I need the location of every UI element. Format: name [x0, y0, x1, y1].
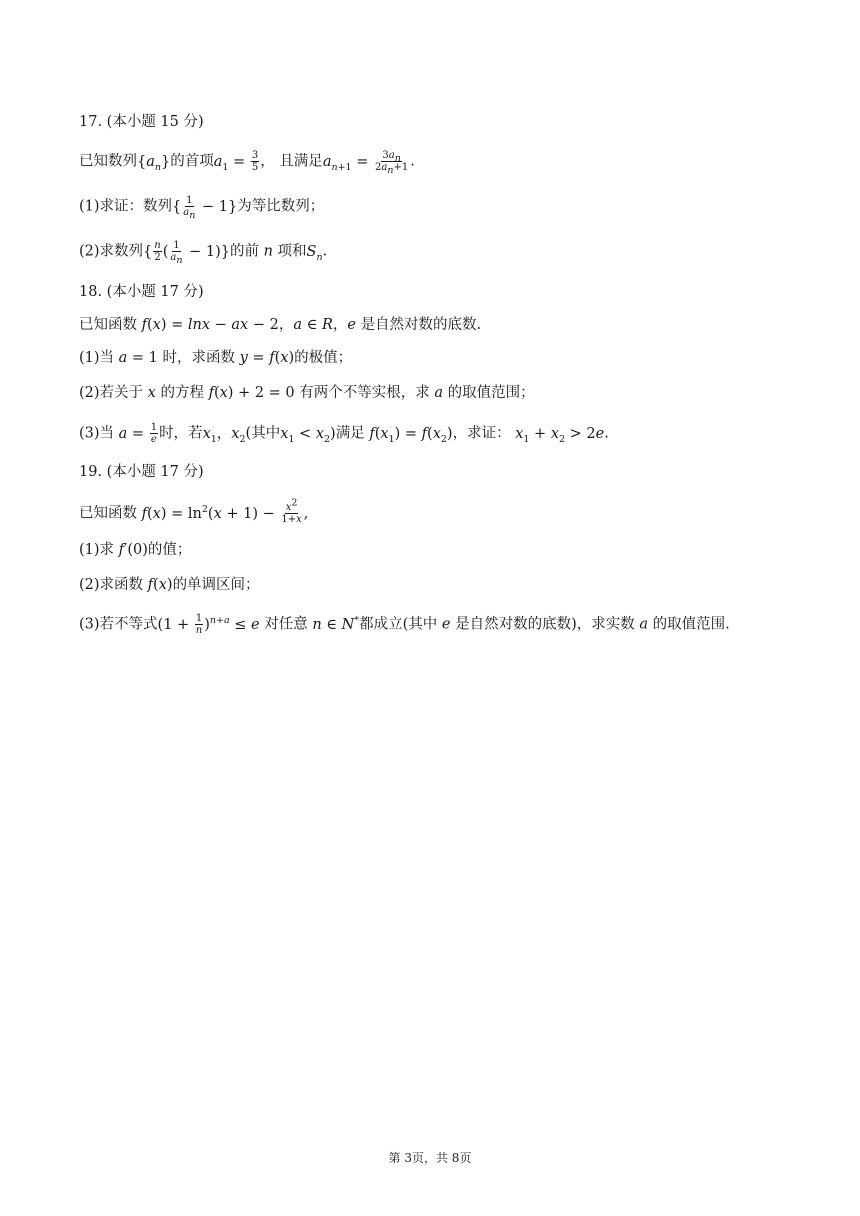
q18-part1-func: y = f(x) [239, 350, 295, 366]
q17-part2-suffix: 的前 [229, 243, 259, 260]
q19-part3-b: 对任意 [264, 616, 308, 633]
q17-sequence: $\{a_n\}$ [137, 153, 171, 173]
q18-part3-order: $x_1 < x_2$) [280, 425, 336, 445]
q17-part1-formula: { $\frac{1}{a_n}$ − 1} [172, 195, 238, 221]
q18-stem-prefix: 已知函数 [79, 317, 137, 333]
q17-first-term: $a_1$ = $\frac{3}{5}$ [213, 150, 259, 173]
page-footer: 第 3页，共 8页 [388, 1151, 472, 1165]
q17-sum: $S_n$ [306, 243, 323, 263]
q19-part2-a: (2)求函数 [79, 577, 144, 593]
q18-part3-claim: $x_1 + x_2 > 2e$ [515, 425, 605, 445]
q17-first-term-label: 的首项 [170, 153, 214, 170]
q19-part2-b: 的单调区间； [172, 577, 260, 593]
q18-stem-suffix: 是自然对数的底数. [360, 317, 482, 333]
q18-part3: (3)当 a = $\frac{1}{e}$ 时，若$x_1$，$x_2$(其中$x_1 < x_2$)满足 $f(x_1) = f(x_2)$，求证： $x_1 + x_2 > 2e$. [79, 422, 609, 445]
q18-part2-a: (2)若关于 [79, 385, 144, 401]
q17-part1-suffix: 为等比数列； [237, 198, 325, 215]
q17-part2-tail: 项和 [277, 243, 307, 260]
q17-header: 17. (本小题 15 分) [79, 114, 204, 130]
q19-part3-c: 都成立(其中 [359, 616, 438, 633]
q19-stem: 已知函数 $f(x) = \ln^2(x + 1)$ − $\frac{x^2}{1+x}$ , [79, 497, 309, 525]
q17-cond-label: 且满足 [279, 153, 323, 170]
q19-part1-deriv: f′(0) [118, 542, 148, 558]
q17-part2-formula: { $\frac{n}{2}$ ( $\frac{1}{a_n}$ − 1)} [143, 240, 230, 266]
q18-part3-cond: a = $\frac{1}{e}$ [118, 422, 158, 445]
q18-function: f(x) = lnx − ax − 2，a ∈ R，e [141, 317, 356, 333]
q19-part1-a: (1)求 [79, 542, 115, 558]
q18-part2-d: 的取值范围； [447, 385, 535, 401]
q19-part2-func: f(x) [147, 577, 173, 593]
q17-part1-prefix: (1)求证：数列 [79, 198, 173, 215]
q18-part3-c: (其中 [245, 425, 281, 442]
q19-part3-e: 的取值范围. [652, 616, 730, 633]
q18-part1-cond: a = 1 [118, 350, 158, 366]
q19-part3-domain: n ∈ N* [312, 614, 360, 633]
q18-part1-b: 时，求函数 [162, 350, 236, 366]
q18-part3-a: (3)当 [79, 425, 115, 442]
q17-part1 [79, 195, 325, 221]
q19-part3-d: 是自然对数的底数)，求实数 [455, 616, 635, 633]
q19-stem-prefix: 已知函数 [79, 505, 137, 522]
q19-part3-ineq: (1 + $\frac{1}{n}$ )$^{n+a}$ ≤ e [157, 613, 260, 636]
q18-part2-c: 有两个不等实根，求 [299, 385, 430, 401]
q19-header: 19. (本小题 17 分) [79, 464, 204, 480]
q18-part3-d: 满足 [335, 425, 365, 442]
q18-part3-eq: $f(x_1) = f(x_2)$ [369, 425, 453, 445]
q17-recurrence: $a_{n+1}$ = $\frac{3a_n}{2a_n+1}$ [322, 150, 409, 176]
q18-part1-c: 的极值； [294, 350, 353, 366]
q17-stem: 已知数列$\{a_n\}$的首项$a_1$ = $\frac{3}{5}$ ， 且满足$a_{n+1}$ = $\frac{3a_n}{2a_n+1}$ . [79, 150, 415, 176]
q19-part3-a: (3)若不等式 [79, 616, 158, 633]
q19-part2 [79, 575, 260, 595]
q17-stem-prefix: 已知数列 [79, 153, 137, 170]
q19-function: $f(x) = \ln^2(x + 1)$ − $\frac{x^2}{1+x}$ [141, 497, 302, 525]
q18-part1-a: (1)当 [79, 350, 115, 366]
q18-part3-b: 时，若 [159, 425, 203, 442]
q18-part3-e: ，求证： [452, 425, 511, 442]
q19-part3: (3)若不等式(1 + $\frac{1}{n}$ )$^{n+a}$ ≤ e 对任意 n ∈ N*都成立(其中 e 是自然对数的底数)，求实数 a 的取值范围. [79, 613, 730, 636]
q18-stem [79, 315, 481, 335]
q18-part2: (2)若关于 x 的方程 f(x) + 2 = 0 有两个不等实根，求 a 的取值范围； [79, 385, 535, 401]
q17-part2-prefix: (2)求数列 [79, 243, 144, 260]
q18-part3-vars: $x_1$，$x_2$ [202, 425, 246, 445]
q18-part2-eq: f(x) + 2 = 0 [208, 385, 295, 401]
q18-header: 18. (本小题 17 分) [79, 284, 204, 300]
q19-part1-b: 的值； [147, 542, 192, 558]
q18-part2-b: 的方程 [160, 385, 204, 401]
q17-part2: (2)求数列{ $\frac{n}{2}$ ( $\frac{1}{a_n}$ − 1)}的前 n 项和$S_n$. [79, 240, 328, 266]
q19-part1 [79, 540, 191, 560]
q18-part1 [79, 348, 352, 368]
